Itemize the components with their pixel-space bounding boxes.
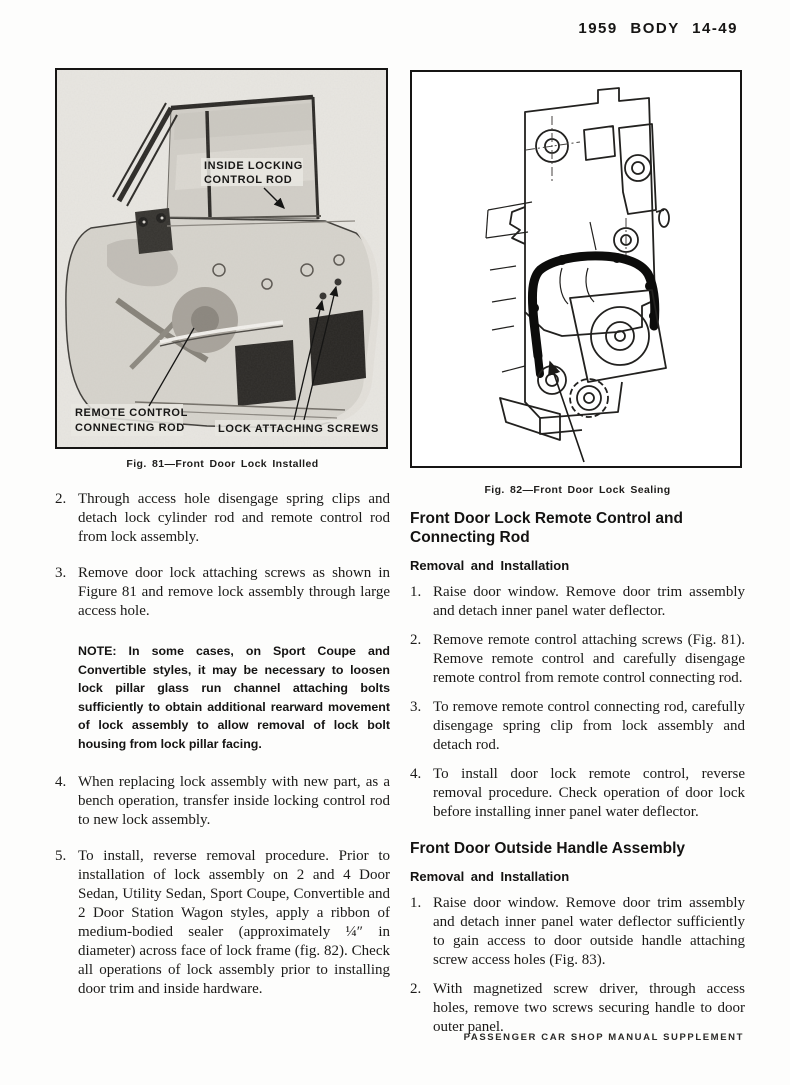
item-text: When replacing lock assembly with new part, as a bench operation, transfer inside locking control rod to new lock assembly. [78,774,390,828]
item-number: 2. [410,981,422,997]
list-item [410,698,745,755]
item-number: 5. [55,848,67,864]
list-item [55,847,390,999]
item-number: 3. [410,699,422,715]
column-right [410,70,745,1037]
svg-text:LOCK ATTACHING SCREWS: LOCK ATTACHING SCREWS [218,423,379,435]
section-title: Front Door Lock Remote Control and Connecting Rod [410,510,683,546]
item-number: 2. [410,632,422,648]
item-text: To remove remote control connecting rod, carefully disengage spring clip from lock assembly and detach rod. [433,699,745,753]
figure-81-image [57,70,386,447]
item-text: To install, reverse removal procedure. Prior to installation of lock assembly on 2 and 4 Door Sedan, Utility Sedan, Sport Coupe, Convertible and 2 Door Station Wagon styles, apply a ribbon of medium-bodied sealer (approximately ¼″ in diameter) across face of lock frame (fig. 82). Check all operations of lock assembly prior to installing door trim and inside hardware. [78,848,390,997]
list-item [410,765,745,822]
list-item [410,894,745,970]
item-number: 2. [55,491,67,507]
list-item [410,583,745,621]
item-text: To install door lock remote control, reverse removal procedure. Check operation of door lock before installing inner panel water deflector. [433,766,745,820]
item-text: Raise door window. Remove door trim assembly and detach inner panel water deflector sufficiently to gain access to door outside handle attaching screw access holes (Fig. 83). [433,895,745,968]
svg-text:CONNECTING ROD: CONNECTING ROD [75,422,185,434]
item-text: Remove door lock attaching screws as shown in Figure 81 and remove lock assembly through large access hole. [78,565,390,619]
item-text: Raise door window. Remove door trim assembly and detach inner panel water deflector. [433,584,745,619]
list-item [55,564,390,621]
list-item [55,773,390,830]
item-text: Remove remote control attaching screws (Fig. 81). Remove remote control and carefully disengage remote control from remote control connecting rod. [433,632,745,686]
column-left [55,68,390,999]
figure-82-caption: Fig. 82—Front Door Lock Sealing [484,484,671,496]
section-subtitle: Removal and Installation [410,869,570,884]
figure-81 [55,68,388,449]
item-number: 1. [410,584,422,600]
page-footer: PASSENGER CAR SHOP MANUAL SUPPLEMENT [463,1032,744,1043]
svg-text:INSIDE LOCKING: INSIDE LOCKING [204,160,303,172]
svg-text:REMOTE CONTROL: REMOTE CONTROL [75,407,188,419]
figure-82-image [412,72,740,466]
section-subtitle: Removal and Installation [410,558,570,573]
note-block: NOTE: In some cases, on Sport Coupe and Convertible styles, it may be necessary to loosen lock pillar glass run channel attaching bolts sufficiently to obtain additional rearward movement of lock assembly to allow removal of lock bolt housing from lock pillar facing. [78,644,390,751]
item-number: 4. [55,774,67,790]
page-header: 1959 BODY 14-49 [578,20,738,37]
item-number: 4. [410,766,422,782]
item-text: Through access hole disengage spring clips and detach lock cylinder rod and remote control rod from lock assembly. [78,491,390,545]
svg-text:CONTROL ROD: CONTROL ROD [204,174,293,186]
list-item [410,980,745,1037]
photo-grain [57,70,386,447]
figure-81-caption: Fig. 81—Front Door Lock Installed [126,458,319,470]
section-title: Front Door Outside Handle Assembly [410,840,686,857]
figure-82 [410,70,742,468]
item-number: 3. [55,565,67,581]
item-number: 1. [410,895,422,911]
item-text: With magnetized screw driver, through access holes, remove two screws securing handle to door outer panel. [433,981,745,1035]
list-item [55,490,390,547]
list-item [410,631,745,688]
